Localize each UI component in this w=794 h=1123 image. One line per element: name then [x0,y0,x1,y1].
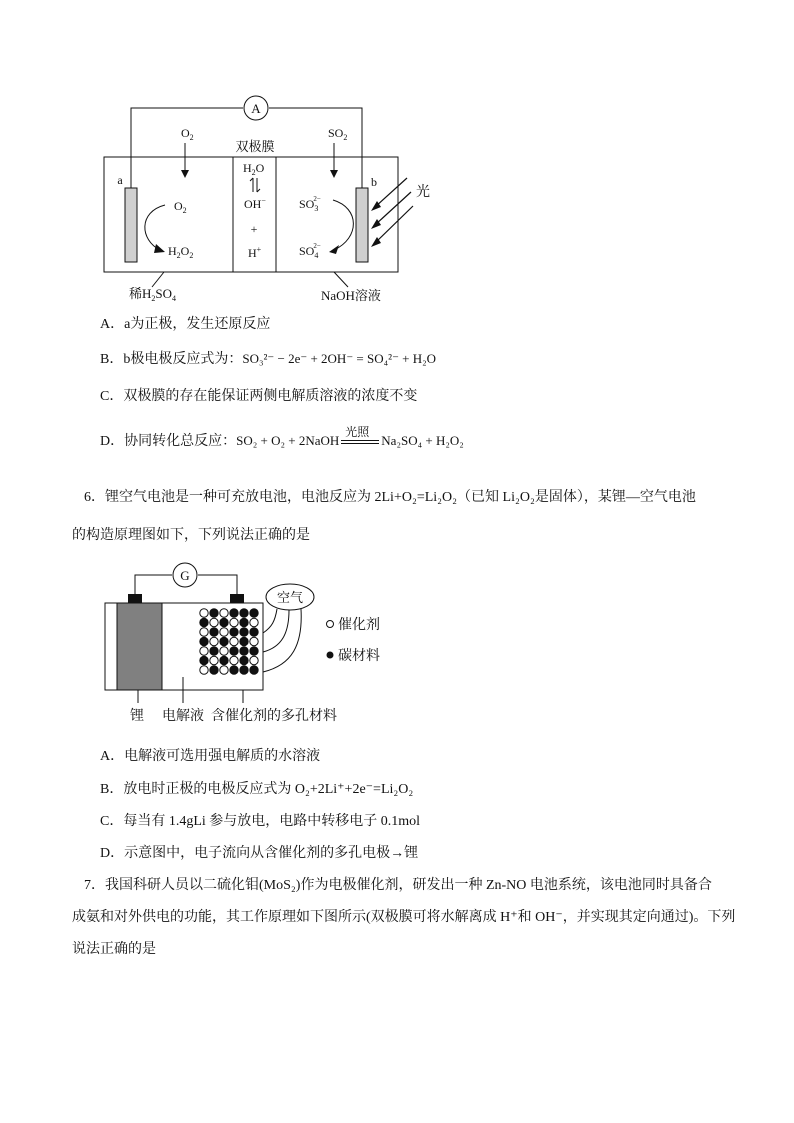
catalyst-dot [210,656,218,664]
right-reaction-arrow [333,200,353,250]
q7-stem-line3: 说法正确的是 [72,942,156,957]
q5-option-d-condition: 光照 [345,424,370,439]
carbon-dot [250,609,258,617]
right-so4: $SO_42-$ [299,242,321,260]
electrode-b [356,188,368,262]
q5-option-d-left: SO₂ + O₂ + 2NaOH [236,433,340,448]
membrane-h2o: $H_2O$ [243,161,265,177]
catalyst-dot [230,656,238,664]
catalyst-dot [200,666,208,674]
air-label: 空气 [276,590,304,605]
electrode-b-label: b [371,175,377,189]
carbon-dot [210,666,218,674]
membrane-hplus: H+ [248,245,262,260]
carbon-dot [220,637,228,645]
catalyst-dot [220,666,228,674]
carbon-dot [240,656,248,664]
catalyst-dot [220,628,228,636]
carbon-dot [250,647,258,655]
catalyst-dot [210,637,218,645]
right-solution-leader [334,272,348,287]
electrode-a [125,188,137,262]
carbon-dot [230,666,238,674]
q6-option-d: D．示意图中，电子流向从含催化剂的多孔电极→锂 [100,846,419,861]
galvanometer-label: G [180,568,190,583]
left-reaction-arrowhead [154,244,165,253]
label-electrolyte: 电解液 [162,709,204,724]
carbon-dot [250,666,258,674]
catalyst-dot [250,637,258,645]
terminal-right [230,594,244,603]
catalyst-dot [250,656,258,664]
left-h2o2: $H_2O_2$ [168,244,194,260]
carbon-dot [240,647,248,655]
q5-option-d-condition-wrap [341,424,379,449]
membrane-label: 双极膜 [235,139,275,154]
carbon-dot [210,647,218,655]
legend-catalyst-marker [327,621,334,628]
electrode-a-label: a [117,173,123,187]
left-solution-label: 稀$H_2SO_4$ [129,286,177,303]
ammeter [244,96,268,120]
catalyst-dot [230,637,238,645]
label-li: 锂 [130,709,144,724]
right-so3: $SO_32-$ [299,195,321,213]
ammeter-label: A [251,101,261,116]
carbon-dot [240,609,248,617]
catalyst-dot [220,647,228,655]
light-arrowheads [371,201,381,247]
carbon-dot [200,637,208,645]
equals-sign-bar-top [341,440,379,441]
carbon-dot [220,618,228,626]
so2-inlet-label: $SO_2$ [328,126,348,142]
carbon-dot [200,618,208,626]
legend-carbon-marker [327,652,334,659]
membrane-oh: OH− [244,196,266,211]
left-reaction-arrow [145,205,165,250]
label-porous: 含催化剂的多孔材料 [211,709,337,724]
carbon-dot [250,628,258,636]
q7-stem-line2: 成氨和对外供电的功能，其工作原理如下图所示(双极膜可将水解离成 H⁺和 OH⁻，并实现其定向通过)。下列 [72,910,736,925]
q5-option-d-prefix: D．协同转化总反应： [100,434,237,449]
left-solution-leader [152,272,164,287]
right-reaction-arrowhead [329,245,339,254]
q5-option-b [100,350,436,369]
galvanometer [173,563,197,587]
light-label: 光 [416,185,430,200]
light-arrows [375,178,413,243]
carbon-dot [230,609,238,617]
terminal-left [128,594,142,603]
carbon-dot [210,609,218,617]
q5-option-b-formula: SO₃²⁻ − 2e⁻ + 2OH⁻ = SO₄²⁻ + H₂O [242,351,437,366]
carbon-dot [210,628,218,636]
q5-option-c: C．双极膜的存在能保证两侧电解质溶液的浓度不变 [100,389,418,404]
li-air-battery-diagram [0,555,794,730]
catalyst-dot [250,618,258,626]
q7-stem-line1: 7．我国科研人员以二硫化钼(MoS₂)作为电极催化剂，研发出一种 Zn-NO 电池系统，该电池同时具备合 [84,878,712,893]
q5-option-d-right: Na₂SO₄ + H₂O₂ [381,433,464,448]
q5-option-a: A．a为正极，发生还原反应 [100,317,271,332]
equilibrium-arrows [250,178,260,192]
catalyst-dot [210,618,218,626]
catalyst-dot [220,609,228,617]
q6-stem-line2: 的构造原理图如下，下列说法正确的是 [72,528,310,543]
carbon-dot [220,656,228,664]
catalyst-dot [230,618,238,626]
carbon-dot [230,647,238,655]
o2-inlet-arrowhead [181,170,189,178]
right-solution-label: NaOH溶液 [321,288,381,303]
porous-material [200,609,258,674]
catalyst-dot [200,628,208,636]
q5-option-b-prefix: B．b极电极反应式为： [100,352,243,367]
carbon-dot [240,637,248,645]
catalyst-dot [200,609,208,617]
q6-option-b: B．放电时正极的电极反应式为 O₂+2Li⁺+2e⁻=Li₂O₂ [100,782,414,797]
legend-carbon-label: 碳材料 [338,649,380,664]
o2-inlet-label: $O_2$ [181,126,194,142]
equals-sign-bar-bottom [341,443,379,444]
carbon-dot [200,656,208,664]
so2-inlet-arrowhead [330,170,338,178]
electrolysis-diagram [0,0,794,310]
q6-stem-line1: 6．锂空气电池是一种可充放电池，电池反应为 2Li+O₂=Li₂O₂（已知 Li₂O₂是固体），某锂—空气电池 [84,490,696,505]
carbon-dot [230,628,238,636]
left-o2: $O_2$ [174,199,187,215]
legend-catalyst-label: 催化剂 [338,618,380,633]
air-flow-curves [263,609,301,672]
carbon-dot [240,628,248,636]
lithium-electrode [117,603,162,690]
catalyst-dot [200,647,208,655]
q6-option-c: C．每当有 1.4gLi 参与放电，电路中转移电子 0.1mol [100,814,421,829]
membrane-plus: + [250,222,258,236]
q5-option-d [100,424,464,451]
q6-option-a: A．电解液可选用强电解质的水溶液 [100,749,321,764]
carbon-dot [240,618,248,626]
carbon-dot [240,666,248,674]
